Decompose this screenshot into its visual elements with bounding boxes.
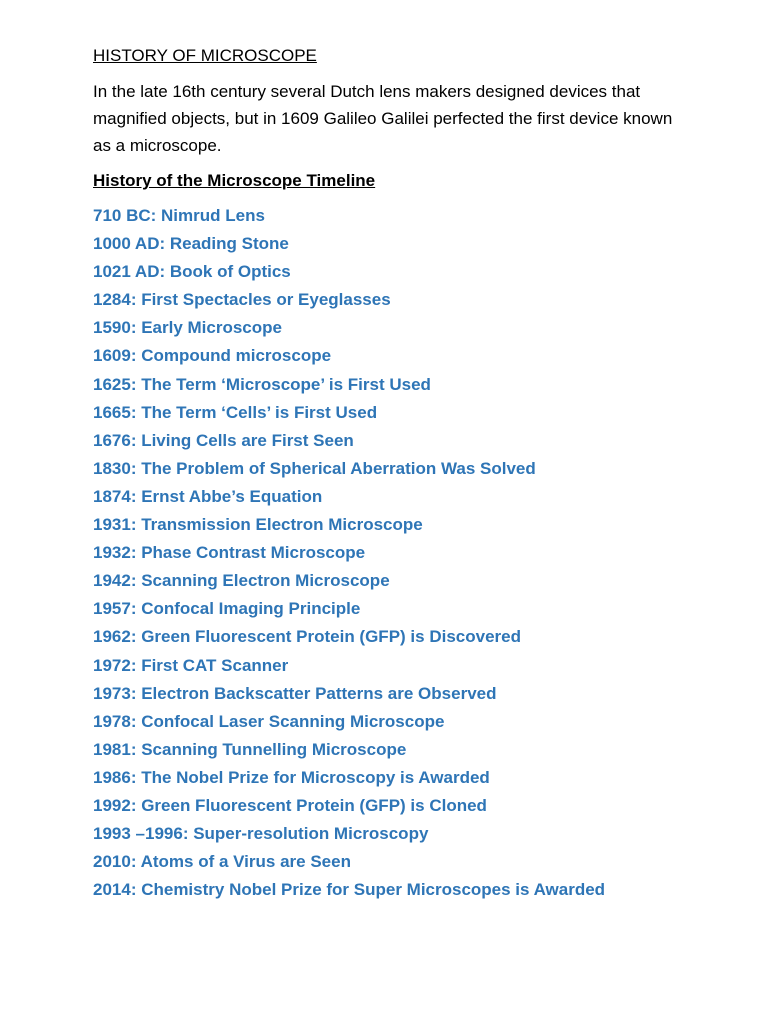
- timeline-item: 1932: Phase Contrast Microscope: [93, 543, 366, 563]
- timeline-item: 1931: Transmission Electron Microscope: [93, 515, 423, 535]
- timeline-item: 1676: Living Cells are First Seen: [93, 430, 354, 450]
- timeline-heading: History of the Microscope Timeline: [93, 171, 376, 190]
- document-title: HISTORY OF MICROSCOPE: [93, 46, 317, 65]
- timeline-item: 1957: Confocal Imaging Principle: [93, 599, 361, 619]
- timeline-item: 1590: Early Microscope: [93, 318, 282, 338]
- timeline-item: 1993 –1996: Super-resolution Microscopy: [93, 824, 429, 844]
- timeline-item: 1986: The Nobel Prize for Microscopy is Awarded: [93, 767, 490, 787]
- timeline-item: 1972: First CAT Scanner: [93, 655, 289, 675]
- intro-paragraph: In the late 16th century several Dutch lens makers designed devices that magnified objects, but in 1609 Galileo Galilei perfected the first device known as a microscope.: [93, 82, 673, 155]
- timeline-list: [93, 202, 708, 904]
- timeline-item: 710 BC: Nimrud Lens: [93, 206, 265, 225]
- timeline-item: 1981: Scanning Tunnelling Microscope: [93, 739, 407, 759]
- timeline-item: 2010: Atoms of a Virus are Seen: [93, 852, 351, 872]
- timeline-item: 1973: Electron Backscatter Patterns are Observed: [93, 683, 497, 703]
- timeline-item: 2014: Chemistry Nobel Prize for Super Microscopes is Awarded: [93, 880, 606, 900]
- timeline-item: 1665: The Term ‘Cells’ is First Used: [93, 402, 378, 422]
- timeline-item: 1978: Confocal Laser Scanning Microscope: [93, 711, 445, 731]
- timeline-item: 1000 AD: Reading Stone: [93, 234, 289, 254]
- timeline-item: 1942: Scanning Electron Microscope: [93, 571, 390, 591]
- timeline-item: 1992: Green Fluorescent Protein (GFP) is Cloned: [93, 795, 487, 815]
- timeline-item: 1609: Compound microscope: [93, 346, 332, 366]
- timeline-item: 1284: First Spectacles or Eyeglasses: [93, 290, 391, 310]
- timeline-item: 1625: The Term ‘Microscope’ is First Used: [93, 374, 431, 394]
- timeline-item: 1021 AD: Book of Optics: [93, 262, 291, 282]
- timeline-item: 1874: Ernst Abbe’s Equation: [93, 486, 323, 506]
- timeline-item: 1962: Green Fluorescent Protein (GFP) is Discovered: [93, 627, 521, 647]
- timeline-item: 1830: The Problem of Spherical Aberration Was Solved: [93, 458, 536, 478]
